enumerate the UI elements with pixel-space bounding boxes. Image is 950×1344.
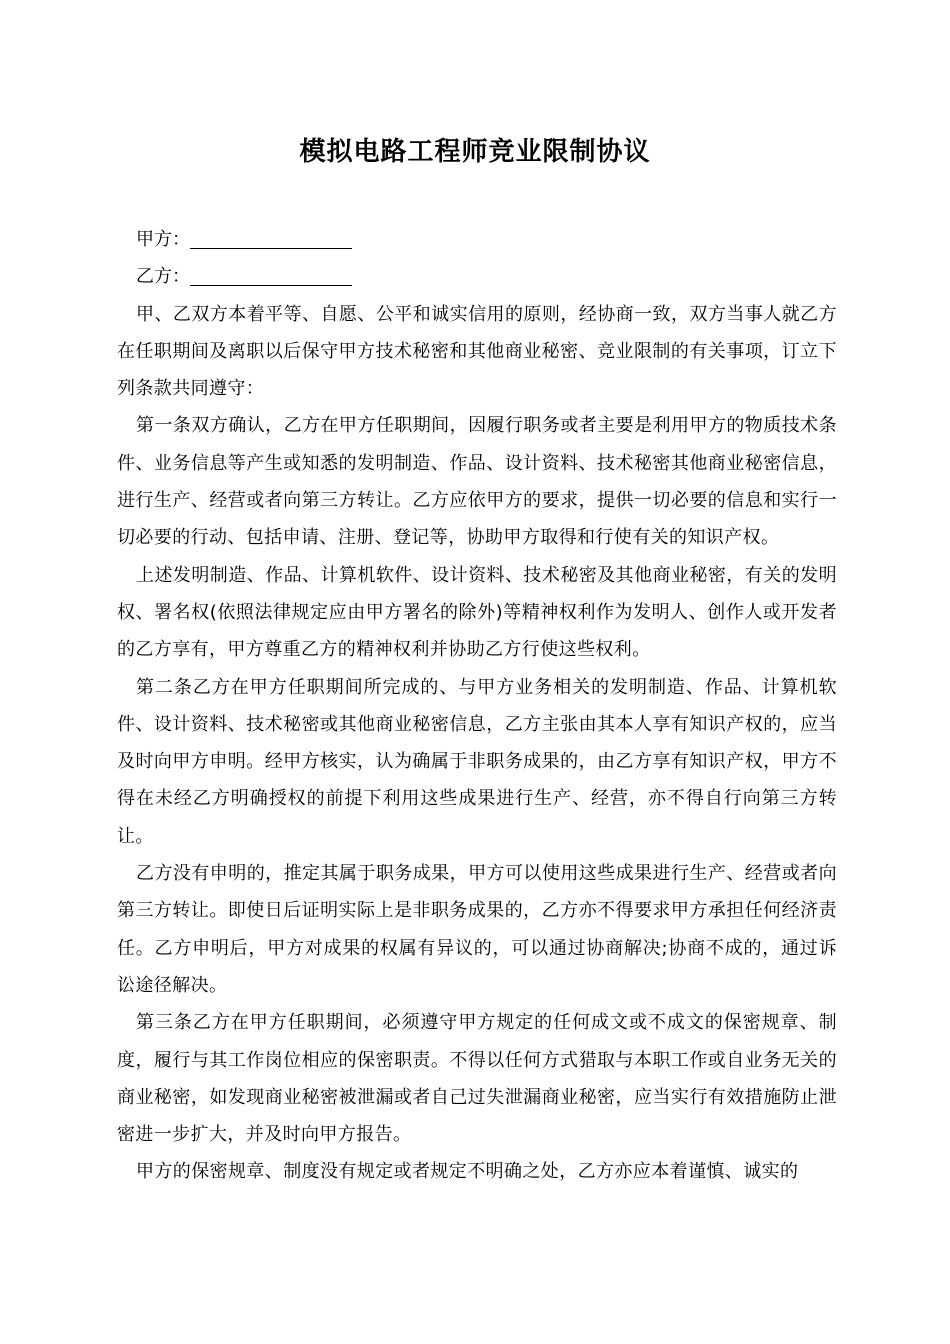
- document-title: 模拟电路工程师竞业限制协议: [299, 137, 651, 167]
- document-body: [117, 221, 837, 1191]
- party-b-label: 乙方：: [136, 266, 190, 288]
- paragraph-preamble: 甲、乙双方本着平等、自愿、公平和诚实信用的原则，经协商一致，双方当事人就乙方在任职期间及离职以后保守甲方技术秘密和其他商业秘密、竞业限制的有关事项，订立下列条款共同遵守：: [117, 303, 837, 400]
- paragraph-article-2: 第二条乙方在甲方任职期间所完成的、与甲方业务相关的发明制造、作品、计算机软件、设计资料、技术秘密或其他商业秘密信息，乙方主张由其本人享有知识产权的，应当及时向甲方申明。经甲方核实，认为确属于非职务成果的，由乙方享有知识产权，甲方不得在未经乙方明确授权的前提下利用这些成果进行生产、经营，亦不得自行向第三方转让。: [117, 676, 837, 847]
- party-a-line: [117, 221, 837, 258]
- party-b-blank: [190, 263, 352, 286]
- paragraph-article-3: 第三条乙方在甲方任职期间，必须遵守甲方规定的任何成文或不成文的保密规章、制度，履行与其工作岗位相应的保密职责。不得以任何方式猎取与本职工作或自业务无关的商业秘密，如发现商业秘密被泄漏或者自己过失泄漏商业秘密，应当实行有效措施防止泄密进一步扩大，并及时向甲方报告。: [117, 1012, 837, 1146]
- party-b-line: [117, 258, 837, 295]
- paragraph-article-2-presumption: 乙方没有申明的，推定其属于职务成果，甲方可以使用这些成果进行生产、经营或者向第三方转让。即使日后证明实际上是非职务成果的，乙方亦不得要求甲方承担任何经济责任。乙方申明后，甲方对成果的权属有异议的，可以通过协商解决;协商不成的，通过诉讼途径解决。: [117, 863, 837, 996]
- party-a-label: 甲方：: [136, 229, 190, 250]
- paragraph-article-1: 第一条双方确认，乙方在甲方任职期间，因履行职务或者主要是利用甲方的物质技术条件、业务信息等产生或知悉的发明制造、作品、设计资料、技术秘密其他商业秘密信息，进行生产、经营或者向第三方转让。乙方应依甲方的要求，提供一切必要的信息和实行一切必要的行动、包括申请、注册、登记等，协助甲方取得和行使有关的知识产权。: [117, 415, 837, 549]
- party-a-blank: [190, 226, 352, 249]
- paragraph-article-3-continued: 甲方的保密规章、制度没有规定或者规定不明确之处，乙方亦应本着谨慎、诚实的: [136, 1161, 799, 1183]
- paragraph-article-1-rights: 上述发明制造、作品、计算机软件、设计资料、技术秘密及其他商业秘密，有关的发明权、署名权(依照法律规定应由甲方署名的除外)等精神权利作为发明人、创作人或开发者的乙方享有，甲方尊重乙方的精神权利并协助乙方行使这些权利。: [117, 564, 837, 661]
